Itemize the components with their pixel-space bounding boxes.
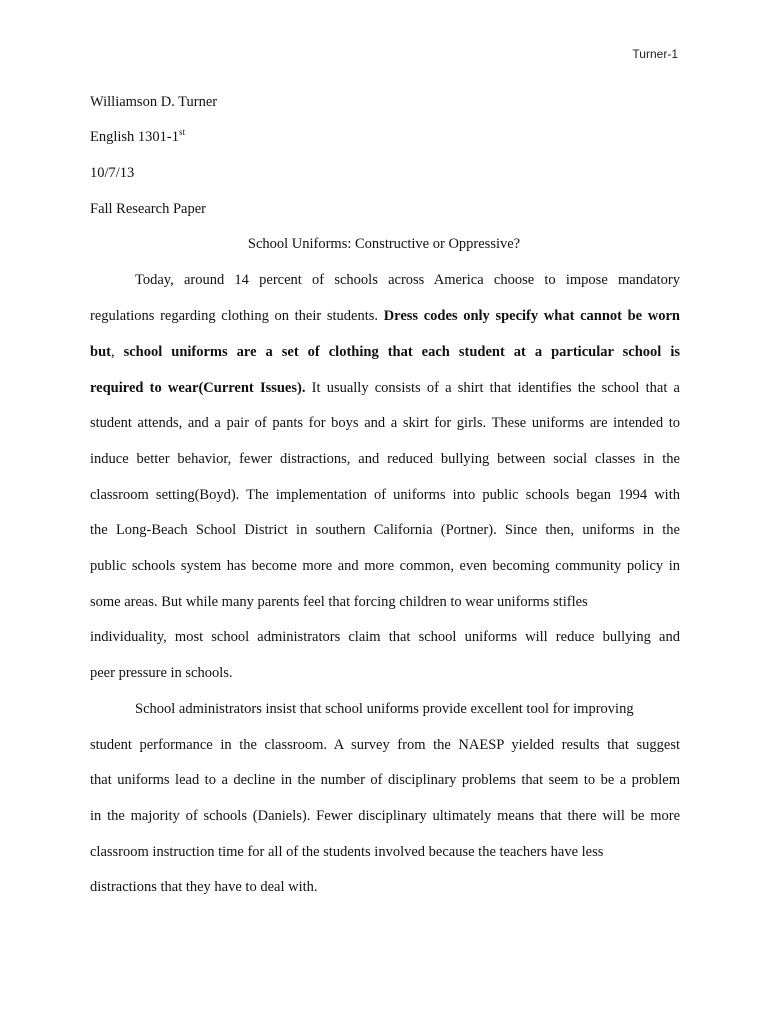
author-name: Williamson D. Turner [90,94,218,110]
course-superscript: st [179,127,186,137]
p1-l3-comma: , [110,344,124,360]
paragraph-2-line-4: in the majority of schools (Daniels). Fewer disciplinary ultimately means that there will be more [90,808,680,824]
course-name: English 1301-1 [90,129,180,145]
course-line [90,128,185,146]
paragraph-1-line-4 [90,379,680,397]
p1-l4-bold: required to wear(Current Issues). [90,380,306,396]
paragraph-1-line-11: individuality, most school administrators claim that school uniforms will reduce bullying and [90,629,680,645]
p1-l3-bold-a: but [90,344,111,360]
paragraph-2-line-5: classroom instruction time for all of the students involved because the teachers have less [90,844,604,860]
paragraph-1-line-7: classroom setting(Boyd). The implementation of uniforms into public schools began 1994 with [90,487,680,503]
p1-l3-bold-b: school uniforms are a set of clothing that each student at a particular school is [123,344,680,360]
paragraph-1-line-2 [90,307,680,325]
paragraph-1-line-8: the Long-Beach School District in southern California (Portner). Since then, uniforms in the [90,522,680,538]
paragraph-1-line-6: induce better behavior, fewer distractions, and reduced bullying between social classes in the [90,451,680,467]
assignment-line: Fall Research Paper [90,201,206,217]
paragraph-1-line-3 [90,343,680,361]
paragraph-1-line-1: Today, around 14 percent of schools across America choose to impose mandatory [135,272,680,288]
paper-title: School Uniforms: Constructive or Oppressive? [247,236,521,252]
running-head: Turner-1 [632,47,678,61]
paragraph-1-line-12: peer pressure in schools. [90,665,233,681]
paragraph-2-line-3: that uniforms lead to a decline in the number of disciplinary problems that seem to be a problem [90,772,680,788]
paragraph-2-line-2: student performance in the classroom. A survey from the NAESP yielded results that suggest [90,737,680,753]
paragraph-2-line-6: distractions that they have to deal with. [90,879,318,895]
p1-l2-bold: Dress codes only specify what cannot be worn [383,308,680,324]
p1-l2-text: regulations regarding clothing on their students. [90,308,384,324]
paragraph-1-line-9: public schools system has become more and more common, even becoming community policy in [90,558,680,574]
date-line: 10/7/13 [90,165,135,181]
p1-l4-text: It usually consists of a shirt that identifies the school that a [311,380,680,396]
paragraph-1-line-10: some areas. But while many parents feel that forcing children to wear uniforms stifles [90,594,588,610]
paragraph-2-line-1: School administrators insist that school uniforms provide excellent tool for improving [135,701,634,717]
paragraph-1-line-5: student attends, and a pair of pants for boys and a skirt for girls. These uniforms are intended to [90,415,680,431]
